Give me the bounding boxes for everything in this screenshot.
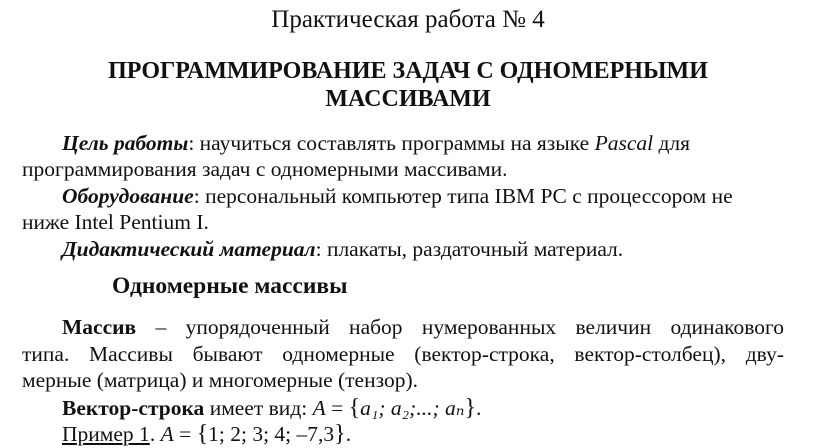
example-right-brace-icon: }: [334, 421, 346, 447]
equipment-line-1: [62, 182, 733, 210]
main-heading-line-2: МАССИВАМИ: [325, 86, 491, 112]
main-heading-line-1: ПРОГРАММИРОВАНИЕ ЗАДАЧ С ОДНОМЕРНЫМИ: [108, 58, 708, 84]
equipment-line-2: ниже Intel Pentium I.: [22, 210, 209, 234]
material-text: : плакаты, раздаточный материал.: [315, 237, 624, 261]
goal-text-end: для: [653, 131, 691, 155]
vector-row-line: [62, 394, 481, 422]
right-brace-icon: }: [464, 395, 476, 421]
definition-line-3: мерные (матрица) и многомерные (тензор).: [22, 368, 419, 392]
example-dot: .: [149, 422, 161, 446]
equipment-text: : персональный компьютер типа IBM PC с процессором не: [193, 184, 733, 208]
example-formula-body: 1; 2; 3; 4; –7,3: [208, 422, 335, 446]
example-label: Пример 1: [62, 422, 150, 446]
example-line: [62, 420, 351, 448]
left-brace-icon: {: [348, 395, 361, 421]
vector-row-formula-var: A: [312, 396, 326, 420]
section-title: Одномерные массивы: [112, 273, 348, 299]
definition-term: Массив: [62, 315, 137, 339]
goal-line-1: [62, 129, 690, 157]
goal-label: Цель работы: [62, 131, 189, 155]
material-line: [62, 235, 623, 263]
example-left-brace-icon: {: [196, 421, 209, 447]
material-label: Дидактический материал: [62, 237, 316, 261]
definition-line-1: [62, 313, 784, 341]
example-formula-end: .: [345, 422, 352, 446]
vector-row-text: имеет вид:: [204, 396, 313, 420]
example-formula-eq: =: [173, 422, 197, 446]
vector-row-formula-eq: =: [325, 396, 349, 420]
page-title: Практическая работа № 4: [271, 6, 545, 33]
vector-row-term: Вектор-строка: [62, 396, 205, 420]
equipment-label: Оборудование: [62, 184, 194, 208]
goal-text: : научиться составлять программы на языке: [188, 131, 595, 155]
goal-line-2: программирования задач с одномерными массивами.: [22, 157, 508, 181]
definition-line-2: типа. Массивы бывают одномерные (вектор-строка, вектор-столбец), дву-: [22, 342, 784, 366]
example-formula-var: A: [160, 422, 174, 446]
vector-row-formula-body: a₁; a₂;...; aₙ: [360, 396, 465, 420]
goal-language: Pascal: [594, 131, 654, 155]
vector-row-formula-end: .: [475, 396, 482, 420]
definition-text: – упорядоченный набор нумерованных величин одинакового: [136, 315, 784, 339]
